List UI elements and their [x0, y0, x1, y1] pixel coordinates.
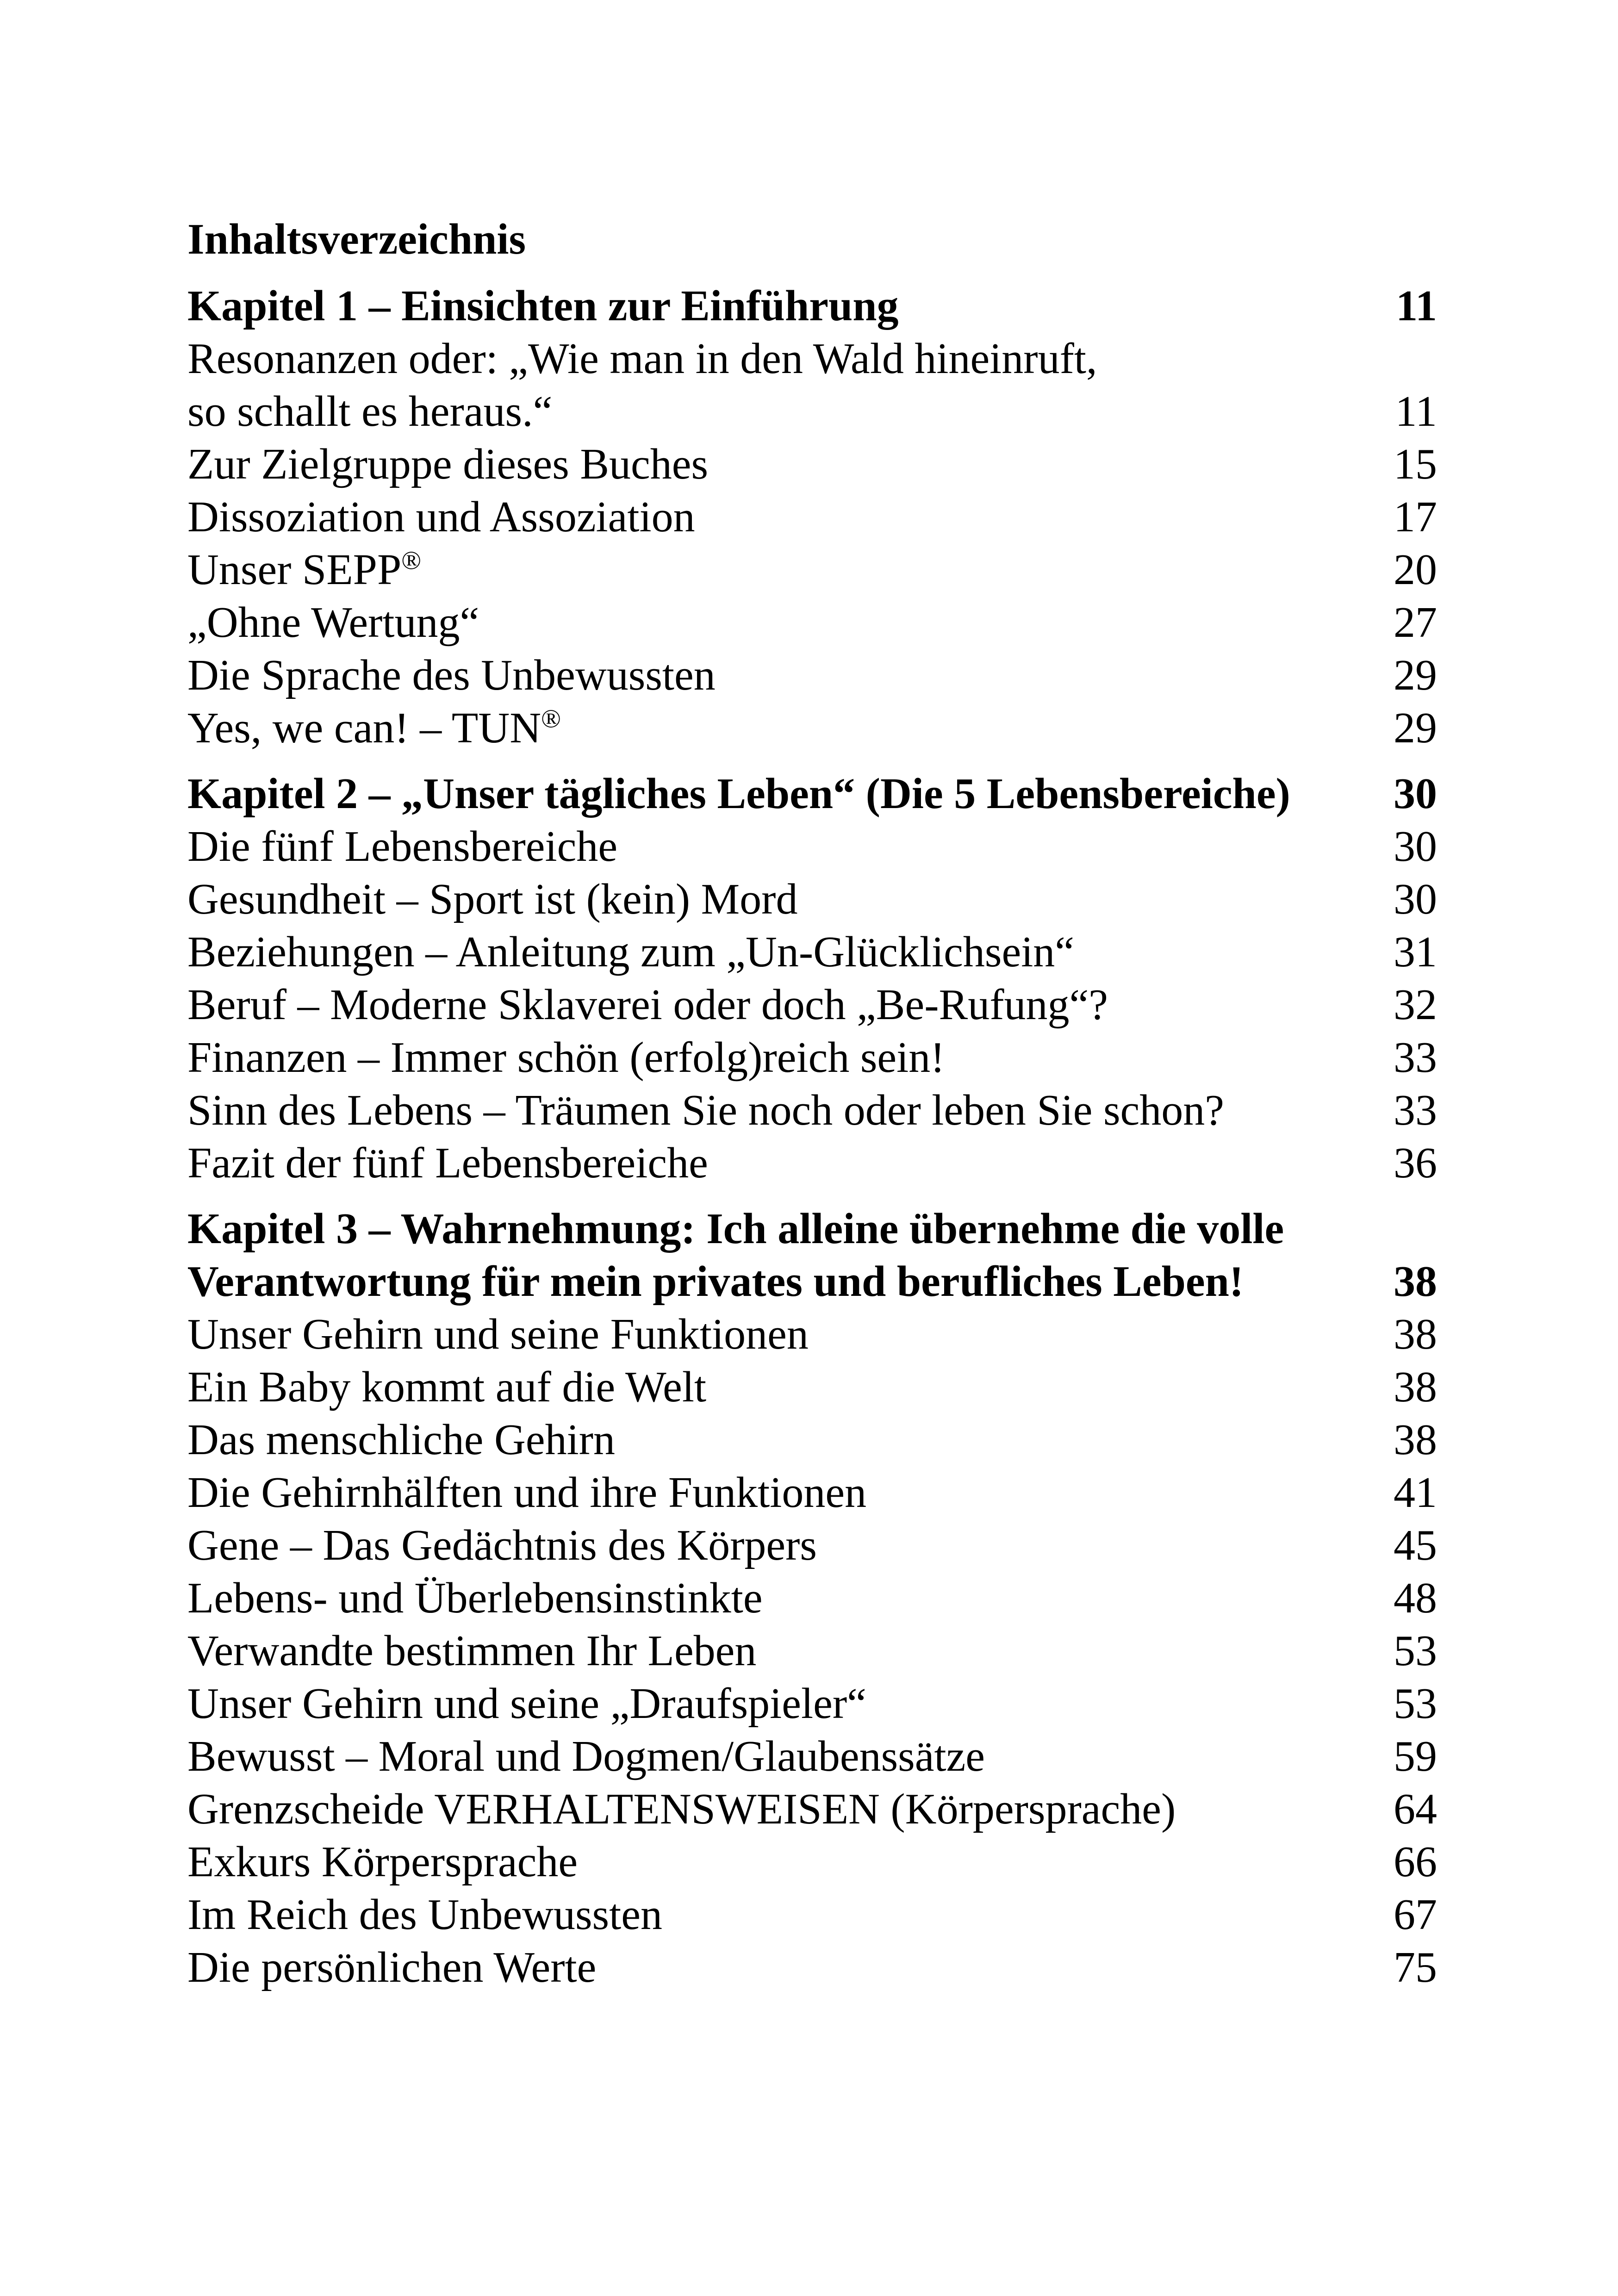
chapter-heading-text: [187, 1202, 1437, 1255]
toc-entry: [187, 1836, 1437, 1888]
chapter-heading: [187, 280, 1437, 332]
page-number: 11: [1395, 387, 1437, 436]
page-number: 29: [1394, 651, 1437, 699]
toc-entry-label: Yes, we can! – TUN: [187, 704, 541, 752]
toc-entry-text: [187, 438, 1386, 491]
page-number: 38: [1394, 1310, 1437, 1358]
toc-entry-label: Unser Gehirn und seine „Draufspieler“: [187, 1680, 866, 1728]
toc-entry-text: [187, 1466, 1386, 1519]
page-number: 45: [1394, 1521, 1437, 1569]
toc-entry-label: so schallt es heraus.“: [187, 387, 553, 436]
toc-entry-text: [187, 1084, 1386, 1137]
chapter-section: [187, 280, 1437, 754]
toc-entry-text: [187, 596, 1386, 649]
page-number: 48: [1394, 1574, 1437, 1622]
toc-entry-label: Gesundheit – Sport ist (kein) Mord: [187, 875, 798, 923]
toc-entry-text: [187, 926, 1386, 978]
toc-entry-label: Das menschliche Gehirn: [187, 1416, 616, 1464]
toc-entry-label: Resonanzen oder: „Wie man in den Wald hineinruft,: [187, 335, 1097, 383]
toc-entry-label: Zur Zielgruppe dieses Buches: [187, 440, 709, 488]
toc-entry-label: Im Reich des Unbewussten: [187, 1891, 662, 1939]
toc-entry: [187, 1941, 1437, 1994]
toc-entry: [187, 1466, 1437, 1519]
toc-entry-text: [187, 1031, 1386, 1084]
toc-entry-label: Unser Gehirn und seine Funktionen: [187, 1310, 809, 1358]
toc-entry-text: [187, 491, 1386, 543]
toc-entry-label: Grenzscheide VERHALTENSWEISEN (Körpersprache): [187, 1785, 1176, 1833]
toc-entry-text: [187, 702, 1386, 754]
registered-mark: ®: [401, 546, 422, 575]
chapter-heading-label: Kapitel 2 – „Unser tägliches Leben“ (Die 5 Lebensbereiche): [187, 770, 1290, 818]
toc-entry-text: [187, 1137, 1386, 1189]
toc-entry-text: [187, 1783, 1386, 1836]
toc-entry: [187, 385, 1437, 438]
toc-entry-label: Die Gehirnhälften und ihre Funktionen: [187, 1468, 867, 1517]
page-number: 33: [1394, 1086, 1437, 1134]
toc-entry-text: [187, 1572, 1386, 1624]
chapter-heading: [187, 1202, 1437, 1255]
page-number: 30: [1394, 822, 1437, 871]
page-number: 66: [1394, 1838, 1437, 1886]
toc-entry-text: [187, 1836, 1386, 1888]
page-number: 31: [1394, 928, 1437, 976]
toc-entry-text: [187, 820, 1386, 873]
toc-entry-label: „Ohne Wertung“: [187, 598, 479, 647]
chapter-heading: [187, 1255, 1437, 1308]
toc-entry-text: [187, 1941, 1386, 1994]
toc-entry-text: [187, 1730, 1386, 1783]
page-number: 33: [1394, 1033, 1437, 1082]
chapter-heading-text: [187, 1255, 1386, 1308]
page-number: 29: [1394, 704, 1437, 752]
toc-entry-label: Die persönlichen Werte: [187, 1943, 597, 1991]
toc-entry-label: Dissoziation und Assoziation: [187, 493, 695, 541]
page-number: 11: [1396, 282, 1437, 330]
page-number: 36: [1394, 1139, 1437, 1187]
page-number: 17: [1394, 493, 1437, 541]
toc-title: Inhaltsverzeichnis: [187, 215, 526, 263]
chapter-heading-text: [187, 280, 1386, 332]
toc-entry-label: Sinn des Lebens – Träumen Sie noch oder leben Sie schon?: [187, 1086, 1224, 1134]
toc-entry-label: Exkurs Körpersprache: [187, 1838, 578, 1886]
toc-entry: [187, 873, 1437, 926]
toc-entry: [187, 1888, 1437, 1941]
toc-entry: [187, 1137, 1437, 1189]
page-number: 38: [1394, 1416, 1437, 1464]
toc-entry: [187, 438, 1437, 491]
page-number: 41: [1394, 1468, 1437, 1517]
toc-entry: [187, 1361, 1437, 1413]
toc-entry: [187, 1677, 1437, 1730]
toc-entry-text: [187, 332, 1437, 385]
chapter-section: [187, 767, 1437, 1189]
registered-mark: ®: [541, 704, 561, 734]
toc-entry-text: [187, 1308, 1386, 1361]
toc-entry: [187, 332, 1437, 385]
toc-entry: [187, 1413, 1437, 1466]
toc-entry: [187, 1308, 1437, 1361]
toc-entry: [187, 1084, 1437, 1137]
toc-entry-text: [187, 1624, 1386, 1677]
toc-entry-label: Finanzen – Immer schön (erfolg)reich sein!: [187, 1033, 945, 1082]
page-number: 38: [1394, 1363, 1437, 1411]
page-number: 30: [1394, 875, 1437, 923]
page-number: 20: [1394, 546, 1437, 594]
toc-entry-label: Bewusst – Moral und Dogmen/Glaubenssätze: [187, 1732, 985, 1780]
page-number: 53: [1394, 1627, 1437, 1675]
toc-entry-label: Fazit der fünf Lebensbereiche: [187, 1139, 708, 1187]
toc-entry-text: [187, 978, 1386, 1031]
page-number: 64: [1394, 1785, 1437, 1833]
toc-entry-label: Beruf – Moderne Sklaverei oder doch „Be-Rufung“?: [187, 981, 1108, 1029]
toc-entry: [187, 543, 1437, 596]
toc-entry-label: Die fünf Lebensbereiche: [187, 822, 618, 871]
toc-entry: [187, 596, 1437, 649]
chapter-heading: [187, 767, 1437, 820]
page-number: 15: [1394, 440, 1437, 488]
chapter-heading-label: Kapitel 1 – Einsichten zur Einführung: [187, 282, 899, 330]
toc-body: [187, 280, 1437, 1994]
toc-entry-text: [187, 649, 1386, 702]
page-number: 30: [1394, 770, 1437, 818]
toc-entry-label: Unser SEPP: [187, 546, 402, 594]
toc-entry: [187, 1519, 1437, 1572]
page-number: 27: [1394, 598, 1437, 647]
toc-entry: [187, 1031, 1437, 1084]
toc-entry: [187, 1572, 1437, 1624]
chapter-heading-label: Verantwortung für mein privates und berufliches Leben!: [187, 1257, 1244, 1306]
toc-entry: [187, 978, 1437, 1031]
toc-entry-text: [187, 1677, 1386, 1730]
toc-entry-label: Gene – Das Gedächtnis des Körpers: [187, 1521, 817, 1569]
chapter-section: [187, 1202, 1437, 1994]
toc-entry-text: [187, 1361, 1386, 1413]
toc-entry-text: [187, 1888, 1386, 1941]
page-number: 67: [1394, 1891, 1437, 1939]
chapter-heading-label: Kapitel 3 – Wahrnehmung: Ich alleine übernehme die volle: [187, 1205, 1284, 1253]
toc-entry-label: Die Sprache des Unbewussten: [187, 651, 716, 699]
toc-entry: [187, 926, 1437, 978]
toc-entry-label: Beziehungen – Anleitung zum „Un-Glücklichsein“: [187, 928, 1075, 976]
page-number: 75: [1394, 1943, 1437, 1991]
toc-entry-label: Lebens- und Überlebensinstinkte: [187, 1574, 763, 1622]
page-number: 59: [1394, 1732, 1437, 1780]
toc-entry-text: [187, 1519, 1386, 1572]
toc-entry-text: [187, 873, 1386, 926]
toc-entry-label: Verwandte bestimmen Ihr Leben: [187, 1627, 757, 1675]
page-number: 32: [1394, 981, 1437, 1029]
toc-entry: [187, 1624, 1437, 1677]
toc-entry-text: [187, 1413, 1386, 1466]
toc-entry-text: [187, 385, 1386, 438]
table-of-contents: [187, 213, 1437, 2007]
toc-entry: [187, 1730, 1437, 1783]
page-number: 53: [1394, 1680, 1437, 1728]
toc-entry-label: Ein Baby kommt auf die Welt: [187, 1363, 707, 1411]
toc-entry: [187, 491, 1437, 543]
toc-entry: [187, 702, 1437, 754]
chapter-heading-text: [187, 767, 1386, 820]
toc-entry-text: [187, 543, 1386, 596]
toc-entry: [187, 820, 1437, 873]
toc-entry: [187, 649, 1437, 702]
toc-entry: [187, 1783, 1437, 1836]
page-number: 38: [1394, 1257, 1437, 1306]
